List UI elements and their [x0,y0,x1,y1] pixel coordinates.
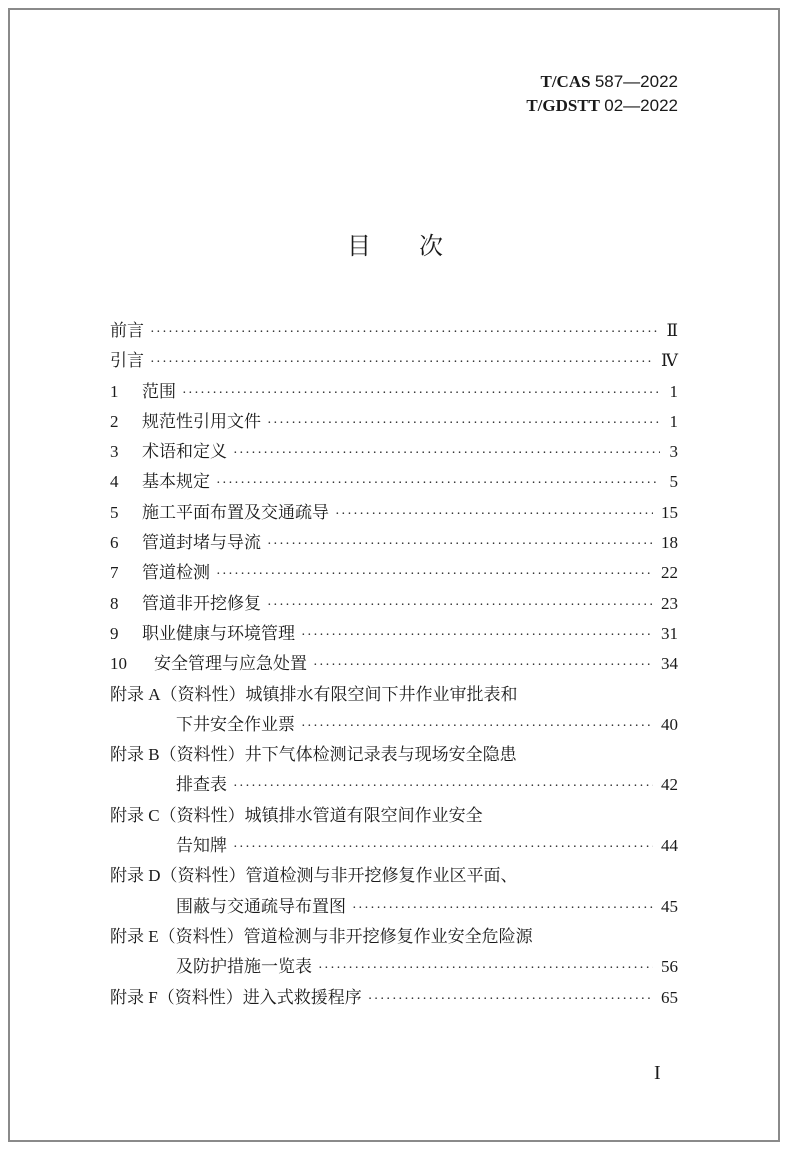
appendix-entry-continuation[interactable] [110,710,678,740]
toc-entry-label: 管道非开挖修复 [142,593,261,613]
leader-dots [313,651,653,681]
appendix-title-line1: 附录 D（资料性）管道检测与非开挖修复作业区平面、 [110,866,518,886]
toc-entry[interactable] [110,316,678,346]
toc-entry-page: 23 [661,593,678,613]
toc-entry-number: 7 [110,563,119,583]
toc-entry-number: 4 [110,472,119,492]
appendix-page: 65 [661,987,678,1007]
toc-entry-page: 1 [669,411,678,431]
standard-codes [526,70,678,118]
toc-entry-label: 施工平面布置及交通疏导 [142,502,329,522]
toc-entry[interactable] [110,467,678,497]
toc-entry-page: 3 [669,442,678,462]
table-of-contents [110,316,678,1013]
page-title: 目 次 [347,234,443,260]
toc-entry[interactable] [110,558,678,588]
leader-dots [216,469,660,499]
toc-entry-number: 10 [110,654,127,674]
leader-dots [150,318,658,348]
appendix-entry-continuation[interactable] [110,952,678,982]
toc-entry-number: 5 [110,502,119,522]
appendix-entry[interactable] [110,861,678,891]
page-number: I [654,1062,661,1084]
leader-dots [233,772,653,802]
toc-entry[interactable] [110,437,678,467]
appendix-page: 56 [661,957,678,977]
standard-code-cas [526,70,678,94]
appendix-entry[interactable] [110,740,678,770]
leader-dots [301,712,653,742]
appendix-entry[interactable] [110,983,678,1013]
appendix-entry[interactable] [110,801,678,831]
toc-entry-label: 管道封堵与导流 [142,533,261,553]
toc-entry-label: 管道检测 [142,563,210,583]
appendix-page: 42 [661,775,678,795]
appendix-title-line1: 附录 E（资料性）管道检测与非开挖修复作业安全危险源 [110,926,533,946]
toc-entry-page: 31 [661,623,678,643]
toc-entry-page: 18 [661,533,678,553]
toc-entry-page: 22 [661,563,678,583]
toc-entry-label: 职业健康与环境管理 [142,623,295,643]
code-prefix: T/CAS [540,72,591,91]
toc-entry-page: 5 [669,472,678,492]
toc-entry[interactable] [110,407,678,437]
toc-entry[interactable] [110,649,678,679]
appendix-entry[interactable] [110,680,678,710]
appendix-title-line2: 下井安全作业票 [176,714,295,734]
toc-entry-number: 2 [110,411,119,431]
appendix-entry-continuation[interactable] [110,892,678,922]
leader-dots [335,500,653,530]
toc-entry-label: 规范性引用文件 [142,411,261,431]
leader-dots [233,833,653,863]
appendix-page: 45 [661,896,678,916]
toc-entry[interactable] [110,528,678,558]
toc-entry[interactable] [110,377,678,407]
appendix-title-line2: 及防护措施一览表 [176,957,312,977]
toc-entry-number: 9 [110,623,119,643]
appendix-title-line1: 附录 A（资料性）城镇排水有限空间下井作业审批表和 [110,684,518,704]
appendix-title-line1: 附录 B（资料性）井下气体检测记录表与现场安全隐患 [110,745,517,765]
toc-entry-number: 1 [110,381,119,401]
appendix-page: 40 [661,714,678,734]
toc-entry-number: 8 [110,593,119,613]
appendix-entry-continuation[interactable] [110,770,678,800]
appendix-page: 44 [661,836,678,856]
toc-entry-label: 术语和定义 [142,442,227,462]
toc-entry[interactable] [110,346,678,376]
toc-entry-number: 6 [110,533,119,553]
appendix-title-line2: 告知牌 [176,836,227,856]
toc-entry-label: 引言 [110,351,144,371]
toc-entry-page: 1 [669,381,678,401]
leader-dots [182,379,660,409]
leader-dots [233,439,660,469]
leader-dots [318,954,653,984]
toc-entry[interactable] [110,498,678,528]
leader-dots [352,894,653,924]
leader-dots [267,409,660,439]
leader-dots [267,591,653,621]
toc-entry[interactable] [110,589,678,619]
leader-dots [267,530,653,560]
leader-dots [301,621,653,651]
appendix-title-line2: 围蔽与交通疏导布置图 [176,896,346,916]
appendix-entry-continuation[interactable] [110,831,678,861]
code-prefix: T/GDSTT [526,96,601,115]
code-number: 587—2022 [594,72,678,91]
leader-dots [368,985,653,1015]
toc-entry-label: 基本规定 [142,472,210,492]
leader-dots [216,560,653,590]
code-number: 02—2022 [604,96,678,115]
toc-entry[interactable] [110,619,678,649]
toc-entry-page: 15 [661,502,678,522]
leader-dots [150,348,653,378]
appendix-entry[interactable] [110,922,678,952]
toc-entry-label: 前言 [110,321,144,340]
toc-entry-page: 34 [661,654,678,674]
toc-entry-label: 安全管理与应急处置 [154,654,307,674]
toc-entry-label: 范围 [142,381,176,401]
standard-code-gdstt [526,94,678,118]
appendix-title-line1: 附录 F（资料性）进入式救援程序 [110,987,362,1007]
toc-entry-page: Ⅱ [666,321,678,340]
toc-entry-number: 3 [110,442,119,462]
appendix-title-line2: 排查表 [176,775,227,795]
toc-entry-page: Ⅳ [661,351,678,371]
appendix-title-line1: 附录 C（资料性）城镇排水管道有限空间作业安全 [110,805,483,825]
